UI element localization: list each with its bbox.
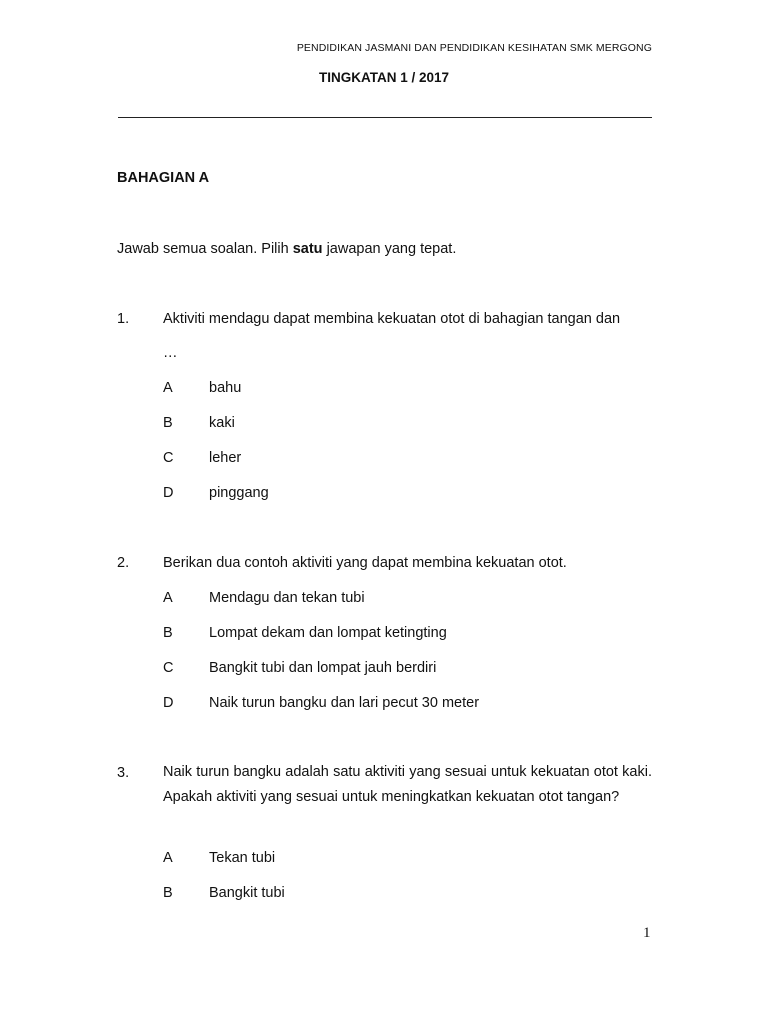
question-1-option-text: bahu [209, 380, 242, 396]
page-number: 1 [643, 925, 651, 941]
question-1-option-text: pinggang [209, 485, 269, 501]
question-1-continuation: … [163, 345, 178, 361]
question-2-option-text: Mendagu dan tekan tubi [209, 590, 365, 606]
question-2-option-text: Lompat dekam dan lompat ketingting [209, 625, 447, 641]
question-3-number: 3. [117, 765, 130, 781]
instruction-post: jawapan yang tepat. [322, 241, 457, 257]
question-2-option-letter: C [163, 660, 174, 676]
form-year-header [0, 70, 768, 85]
question-1-option-letter: A [163, 380, 173, 396]
question-2-text: Berikan dua contoh aktiviti yang dapat membina kekuatan otot. [163, 555, 567, 571]
question-3-option-letter: A [163, 850, 173, 866]
question-2-option-letter: B [163, 625, 173, 641]
instruction-bold: satu [292, 241, 323, 257]
question-3-text: Naik turun bangku adalah satu aktiviti yang sesuai untuk kekuatan otot kaki. Apakah aktiviti yang sesuai untuk meningkatkan kekuatan otot tangan? [163, 764, 652, 805]
school-header: PENDIDIKAN JASMANI DAN PENDIDIKAN KESIHATAN SMK MERGONG [296, 42, 652, 54]
instruction-pre: Jawab semua soalan. Pilih [117, 241, 293, 257]
question-1-option-letter: C [163, 450, 174, 466]
form-year-text: TINGKATAN 1 / 2017 [318, 70, 450, 85]
question-1-option-text: leher [209, 450, 242, 466]
question-2-option-text: Bangkit tubi dan lompat jauh berdiri [209, 660, 437, 676]
question-2-number: 2. [117, 555, 130, 571]
question-1-option-letter: D [163, 485, 174, 501]
question-3-option-letter: B [163, 885, 173, 901]
question-2-option-letter: A [163, 590, 173, 606]
instruction-text [117, 241, 456, 257]
question-1-option-text: kaki [209, 415, 235, 431]
question-3-option-text: Bangkit tubi [209, 885, 285, 901]
question-3-option-text: Tekan tubi [209, 850, 276, 866]
question-1-text: Aktiviti mendagu dapat membina kekuatan otot di bahagian tangan dan [163, 311, 621, 327]
question-2-option-text: Naik turun bangku dan lari pecut 30 meter [209, 695, 480, 711]
question-1-option-letter: B [163, 415, 173, 431]
header-divider [118, 117, 652, 118]
question-1-number: 1. [117, 311, 130, 327]
section-title: BAHAGIAN A [117, 170, 210, 186]
question-2-option-letter: D [163, 695, 174, 711]
